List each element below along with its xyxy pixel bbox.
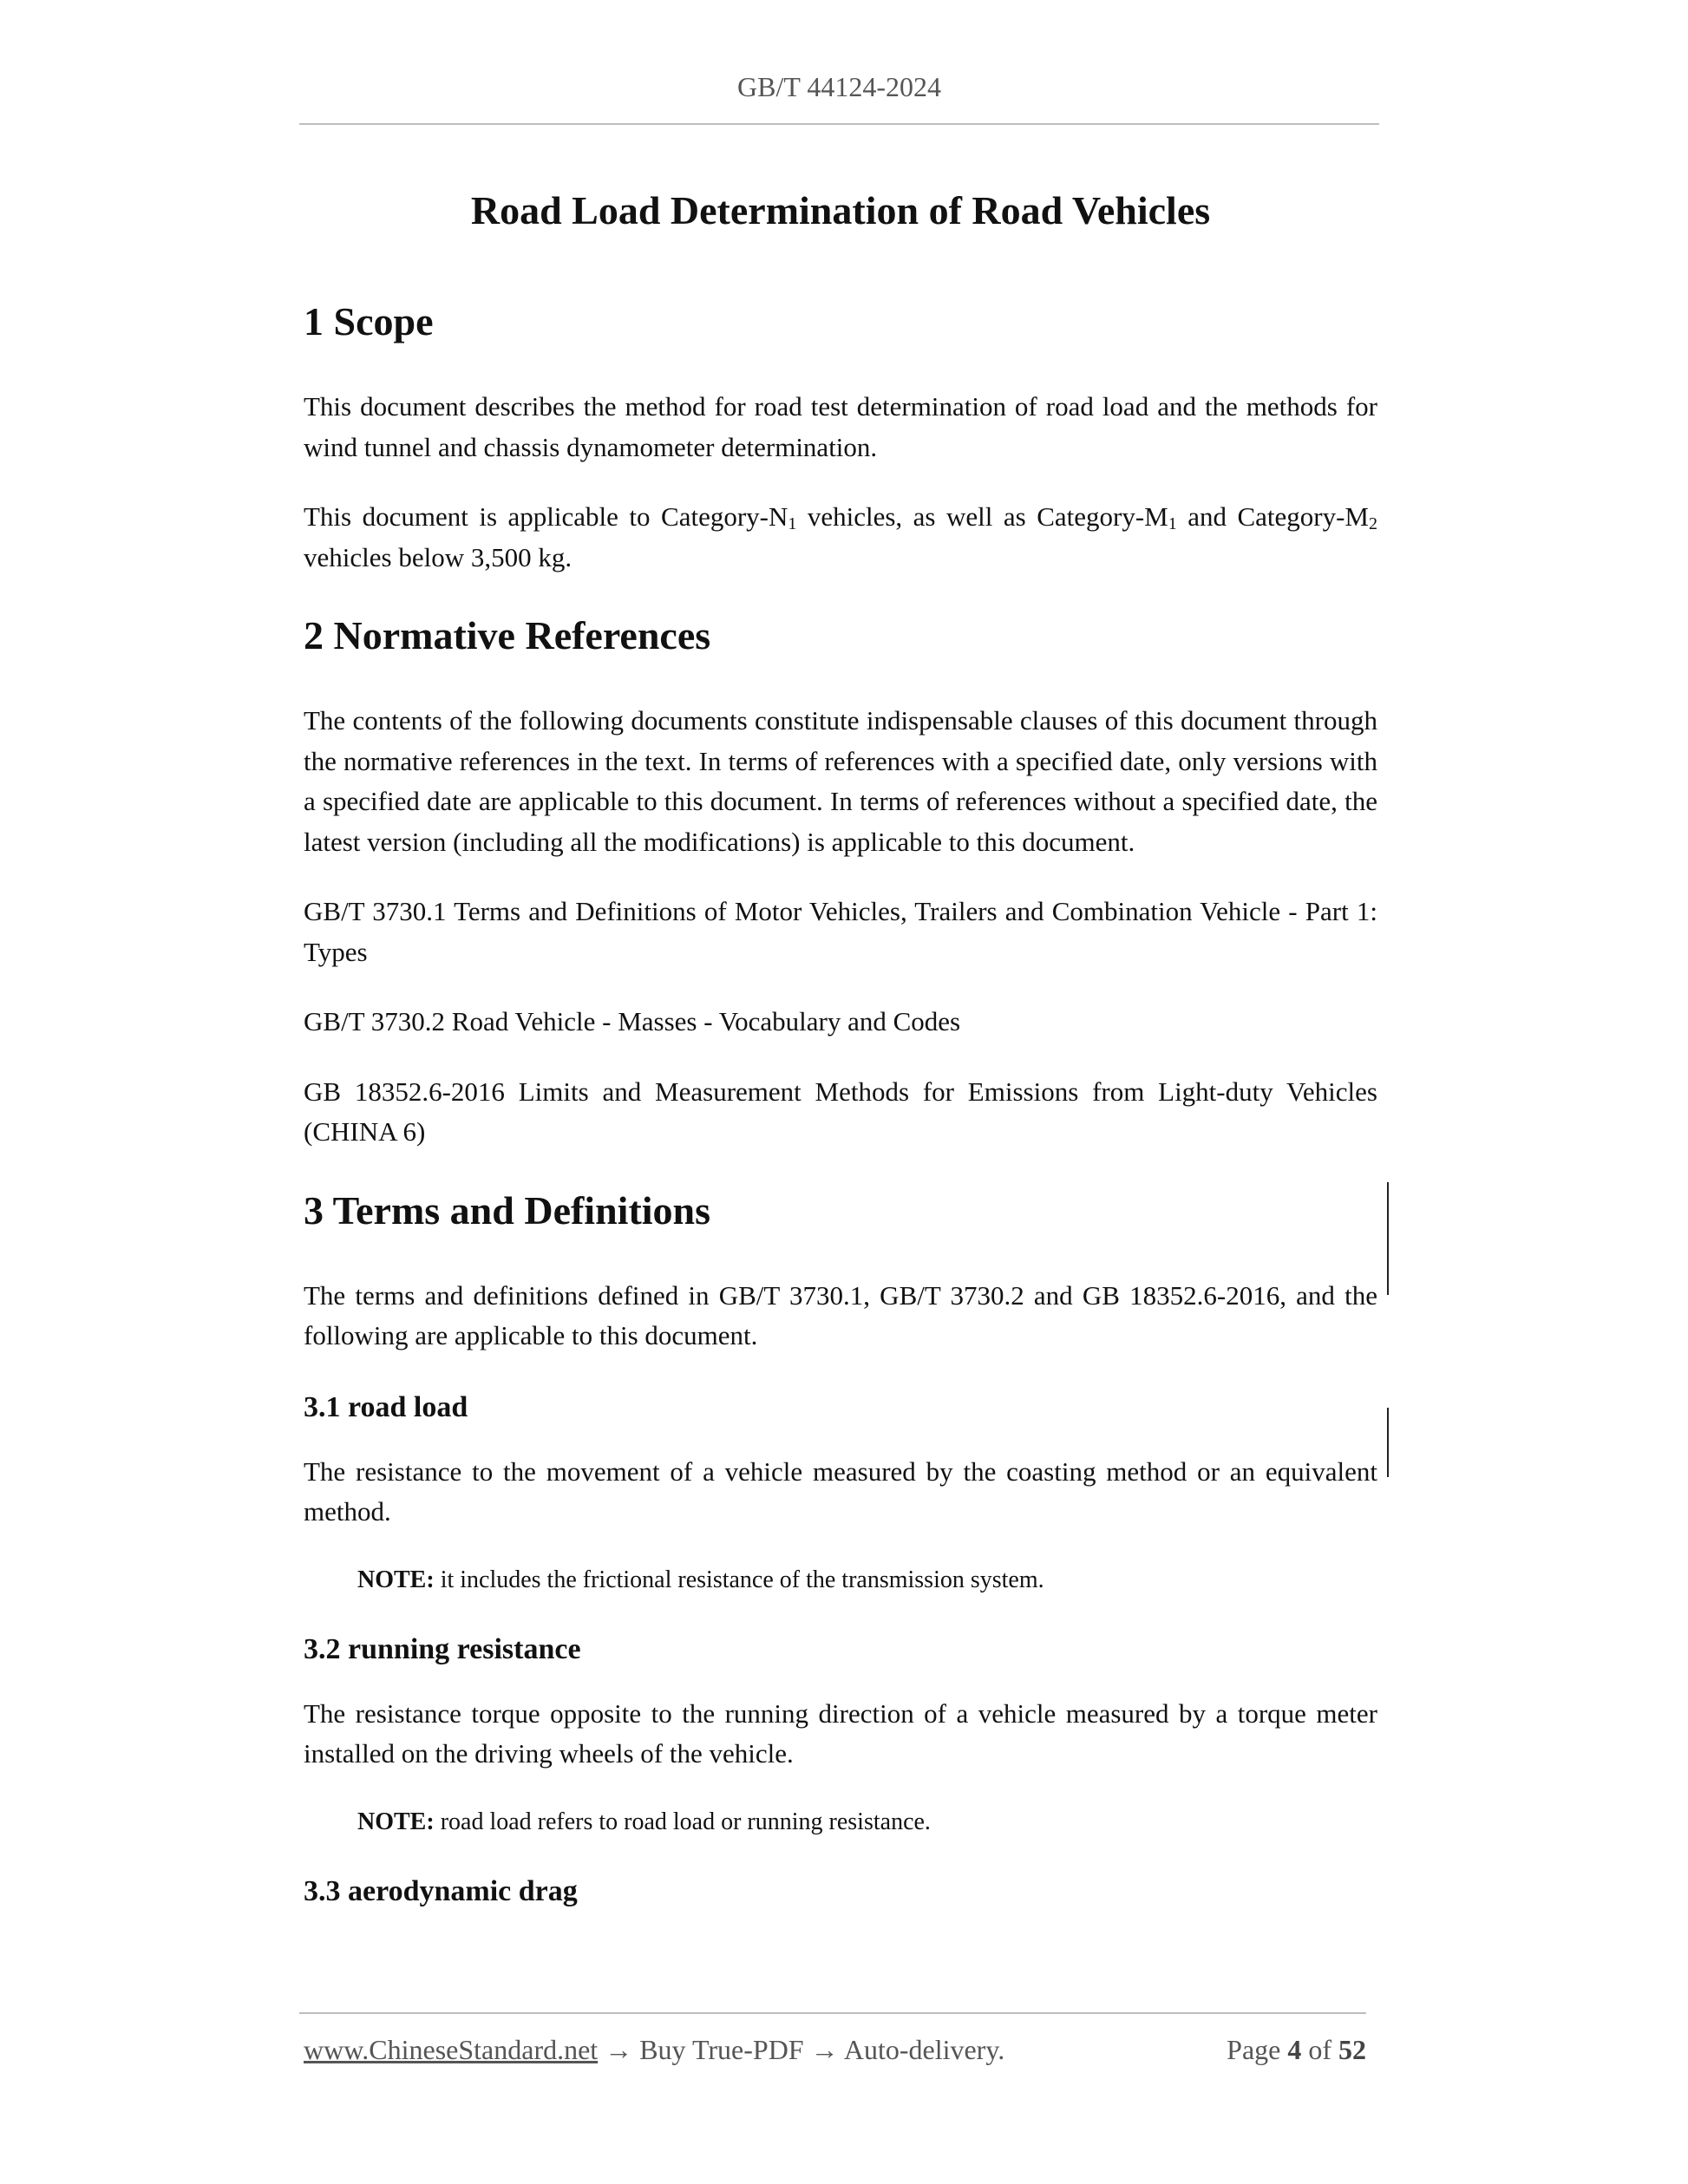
subscript-m2: 2 — [1369, 514, 1377, 533]
reference-item: GB/T 3730.1 Terms and Definitions of Motor Vehicles, Trailers and Combination Vehicle - Part 1: Types — [304, 896, 1377, 967]
page-header: GB/T 44124-2024 — [299, 68, 1379, 125]
footer-promo — [304, 2028, 1004, 2071]
note-label: NOTE: — [357, 1808, 435, 1835]
references-intro-paragraph: The contents of the following documents constitute indispensable clauses of this document through the normative references in the text. In terms of references with a specified date, only versions with a specified date are applicable to this document. In terms of references without a specified date, the latest version (including all the modifications) is applicable to this document. — [304, 705, 1377, 857]
footer-delivery-text: Auto-delivery. — [843, 2034, 1005, 2065]
subscript-m1: 1 — [1168, 514, 1177, 533]
term-note-road-load — [357, 1562, 1377, 1599]
document-title: Road Load Determination of Road Vehicles — [470, 188, 1211, 232]
footer-website-link[interactable]: www.ChineseStandard.net — [304, 2034, 599, 2065]
section-heading-normative-references: 2 Normative References — [304, 613, 711, 657]
term-definition-running-resistance: The resistance torque opposite to the running direction of a vehicle measured by a torque meter installed on the driving wheels of the vehicle. — [304, 1697, 1377, 1769]
subscript-n1: 1 — [788, 514, 797, 533]
term-heading-road-load: 3.1 road load — [304, 1390, 468, 1423]
term-definition-road-load: The resistance to the movement of a vehicle measured by the coasting method or an equivalent method. — [304, 1455, 1377, 1527]
page-content — [304, 182, 1377, 1936]
section-heading-scope: 1 Scope — [304, 299, 434, 343]
term-heading-running-resistance: 3.2 running resistance — [304, 1632, 581, 1665]
scope-paragraph-1: This document describes the method for road test determination of road load and the methods for wind tunnel and chassis dynamometer determination. — [304, 391, 1377, 462]
page-label: Page — [1227, 2034, 1288, 2065]
footer-buy-text: Buy True-PDF — [639, 2034, 804, 2065]
terms-intro-paragraph: The terms and definitions defined in GB/T 3730.1, GB/T 3730.2 and GB 18352.6-2016, and the following are applicable to this document. — [304, 1279, 1377, 1350]
term-heading-aerodynamic-drag: 3.3 aerodynamic drag — [304, 1874, 578, 1907]
reference-item: GB 18352.6-2016 Limits and Measurement Methods for Emissions from Light-duty Vehicles (CHINA 6) — [304, 1076, 1377, 1147]
arrow-icon: → — [803, 2034, 844, 2065]
scope-text-a: This document is applicable to Category-N — [304, 501, 788, 532]
note-text: it includes the frictional resistance of the transmission system. — [434, 1566, 1044, 1593]
revision-change-bar — [1387, 1182, 1389, 1295]
current-page-number: 4 — [1287, 2034, 1302, 2065]
page-footer — [304, 2028, 1366, 2071]
note-text: road load refers to road load or running resistance. — [434, 1808, 931, 1835]
arrow-icon: → — [598, 2034, 640, 2065]
page-number-indicator — [1227, 2028, 1366, 2071]
scope-text-d: vehicles below 3,500 kg. — [304, 541, 572, 572]
of-label: of — [1301, 2034, 1338, 2065]
scope-text-c: and Category-M — [1176, 501, 1369, 532]
section-heading-terms-definitions: 3 Terms and Definitions — [304, 1187, 711, 1233]
total-page-count: 52 — [1338, 2034, 1366, 2065]
scope-paragraph-2 — [304, 497, 1377, 578]
scope-text-b: vehicles, as well as Category-M — [796, 501, 1168, 532]
term-note-running-resistance — [357, 1804, 1377, 1841]
revision-change-bar — [1387, 1408, 1389, 1477]
reference-item: GB/T 3730.2 Road Vehicle - Masses - Vocabulary and Codes — [304, 1006, 961, 1036]
footer-divider — [299, 2012, 1366, 2014]
note-label: NOTE: — [357, 1566, 435, 1593]
